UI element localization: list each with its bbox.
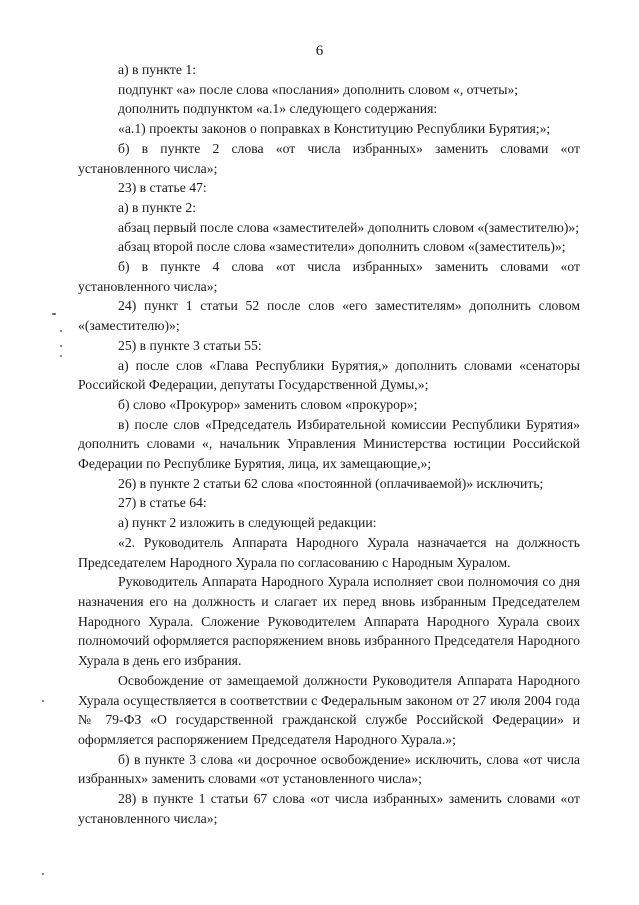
document-paragraph: а) после слов «Глава Республики Бурятия,» дополнить словами «сенаторы Российской Федерации, депутаты Государственной Думы,»;: [78, 357, 580, 393]
document-paragraph: 23) в статье 47:: [118, 180, 207, 196]
document-paragraph: б) слово «Прокурор» заменить словом «прокурор»;: [118, 396, 418, 412]
document-paragraph: 26) в пункте 2 статьи 62 слова «постоянной (оплачиваемой)» исключить;: [118, 475, 544, 491]
document-paragraph: 28) в пункте 1 статьи 67 слова «от числа избранных» заменить словами «от установленного числа»;: [78, 791, 580, 826]
document-paragraph: а) в пункте 1:: [118, 62, 197, 77]
document-body: [78, 60, 580, 828]
scan-speck: [42, 700, 44, 702]
document-paragraph: б) в пункте 4 слова «от числа избранных» заменить словами «от установленного числа»;: [78, 259, 580, 294]
scan-speck: [60, 330, 62, 332]
document-paragraph: абзац второй после слова «заместители» дополнить словом «(заместитель)»;: [118, 239, 566, 255]
document-paragraph: а) в пункте 2:: [118, 199, 197, 215]
document-paragraph: б) в пункте 3 слова «и досрочное освобождение» исключить, слова «от числа избранных» заменить словами «от установленного числа»;: [78, 751, 580, 787]
document-paragraph: 27) в статье 64:: [118, 495, 207, 511]
document-paragraph: Освобождение от замещаемой должности Руководителя Аппарата Народного Хурала осуществляется в соответствии с Федеральным законом от 27 июля 2004 года № 79-ФЗ «О государственной гражданской службе Российской Федерации» и оформляется распоряжением Председателя Народного Хурала.»;: [78, 672, 580, 747]
document-paragraph: 24) пункт 1 статьи 52 после слов «его заместителям» дополнить словом «(заместителю)»;: [78, 298, 580, 334]
document-paragraph: подпункт «а» после слова «послания» дополнить словом «, отчеты»;: [118, 81, 519, 97]
scan-speck: [60, 345, 62, 347]
scan-speck: [52, 313, 56, 315]
document-paragraph: б) в пункте 2 слова «от числа избранных» заменить словами «от установленного числа»;: [78, 140, 580, 176]
document-paragraph: «а.1) проекты законов о поправках в Конституцию Республики Бурятия;»;: [118, 121, 551, 137]
document-paragraph: в) после слов «Председатель Избирательной комиссии Республики Бурятия» дополнить словами «, начальник Управления Министерства юстиции Российской Федерации по Республике Бурятия, лица, их замещающие,»;: [78, 416, 580, 472]
document-paragraph: «2. Руководитель Аппарата Народного Хурала назначается на должность Председателем Народного Хурала по согласованию с Народным Хуралом.: [78, 534, 580, 570]
document-paragraph: Руководитель Аппарата Народного Хурала исполняет свои полномочия со дня назначения его на должность и слагает их перед вновь избранным Председателем Народного Хурала. Сложение Руководителем Аппарата Народного Хурала своих полномочий оформляется распоряжением вновь избранного Председателя Народного Хурала в день его избрания.: [78, 574, 580, 669]
page-number: 6: [315, 43, 324, 59]
scan-speck: [42, 873, 44, 875]
document-paragraph: а) пункт 2 изложить в следующей редакции:: [118, 515, 377, 531]
scan-speck: [60, 355, 62, 357]
document-paragraph: дополнить подпунктом «а.1» следующего содержания:: [118, 101, 438, 117]
document-paragraph: абзац первый после слова «заместителей» дополнить словом «(заместителю)»;: [118, 219, 580, 235]
document-paragraph: 25) в пункте 3 статьи 55:: [118, 337, 262, 353]
